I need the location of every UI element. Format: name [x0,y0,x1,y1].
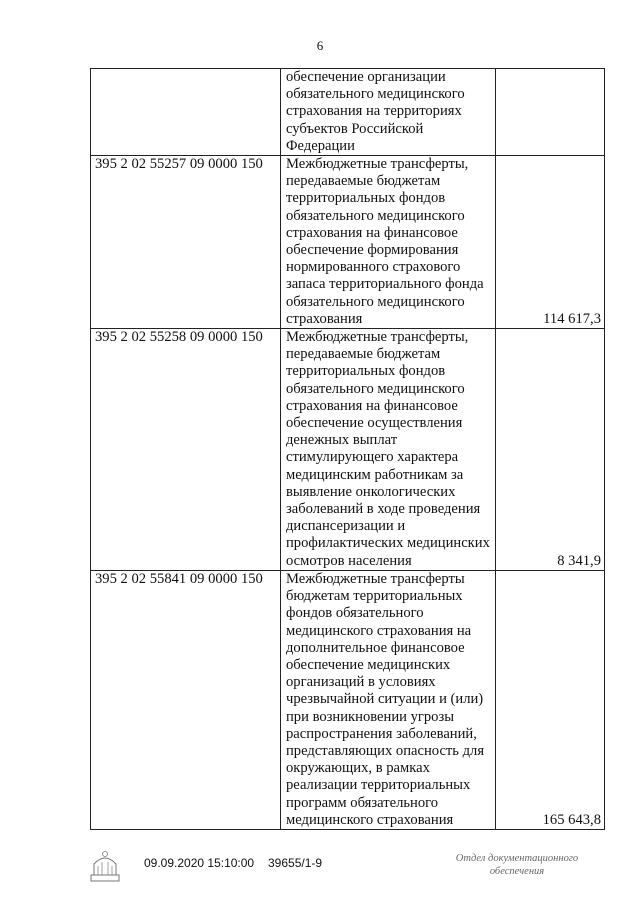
description-line: передаваемые бюджетам [286,173,441,190]
description-line: обеспечение формирования [286,242,459,259]
description-line: страхования [286,310,363,327]
description-line: обязательного медицинского [286,380,465,397]
description-line: денежных выплат [286,432,398,449]
row-description [281,570,496,829]
stamp-line-1: Отдел документационного [455,853,579,864]
description-line: программ обязательного [286,794,439,811]
description-line: осмотров населения [286,552,412,569]
description-line: заболеваний в ходе проведения [286,501,481,518]
row-description [281,156,496,329]
description-line: обеспечение медицинских [286,656,451,673]
description-line: Федерации [286,137,355,154]
description-line: медицинского страхования [286,811,454,828]
description-line: фондов обязательного [286,605,424,622]
page-number: 6 [316,38,324,53]
description-line: обязательного медицинского [286,86,465,103]
description-line: обеспечение осуществления [286,415,463,432]
description-line: субъектов Российской [286,120,424,137]
description-line: обязательного медицинского [286,207,465,224]
description-line: при возникновении угрозы [286,708,455,725]
description-line: Межбюджетные трансферты [286,570,465,587]
description-line: страхования на финансовое [286,224,458,241]
description-line: бюджетам территориальных [286,588,463,605]
description-line: диспансеризации и [286,518,406,535]
stamp-line-2: обеспечения [489,866,545,877]
description-line: страхования на финансовое [286,397,458,414]
description-line: запаса территориального фонда [286,276,484,293]
description-line: Межбюджетные трансферты, [286,156,469,173]
description-line: передаваемые бюджетам [286,346,441,363]
table-body [91,69,605,830]
description-line: Межбюджетные трансферты, [286,329,469,346]
footer-timestamp: 09.09.2020 15:10:00 [144,856,255,870]
row-amount: 114 617,3 [496,156,605,329]
description-line: реализации территориальных [286,777,471,794]
table-row [91,570,605,829]
table-row [91,69,605,156]
row-code: 395 2 02 55258 09 0000 150 [91,329,281,571]
description-line: страхования на территориях [286,103,462,120]
footer-document-number: 39655/1-9 [268,856,323,870]
description-line: обязательного медицинского [286,293,465,310]
description-line: дополнительное финансовое [286,639,465,656]
description-line: организаций в условиях [286,674,436,691]
description-line: медицинским работникам за [286,466,464,483]
description-line: профилактических медицинских [286,535,490,552]
description-line: нормированного страхового [286,259,461,276]
table-row [91,156,605,329]
row-code: 395 2 02 55257 09 0000 150 [91,156,281,329]
description-line: территориальных фондов [286,363,446,380]
budget-table [90,68,605,830]
description-line: окружающих, в рамках [286,760,430,777]
description-line: обеспечение организации [286,69,446,85]
row-amount: 8 341,9 [496,329,605,571]
table-row [91,329,605,571]
row-amount: 165 643,8 [496,570,605,829]
row-amount [496,69,605,156]
page-footer [0,834,640,905]
description-line: представляющих опасность для [286,742,485,759]
description-line: выявление онкологических [286,483,456,500]
row-code: 395 2 02 55841 09 0000 150 [91,570,281,829]
description-line: чрезвычайной ситуации и (или) [286,691,484,708]
department-stamp [442,852,592,878]
description-line: медицинского страхования на [286,622,472,639]
state-emblem-icon [88,848,122,884]
row-description [281,329,496,571]
description-line: стимулирующего характера [286,449,459,466]
description-line: распространения заболеваний, [286,725,477,742]
description-line: территориальных фондов [286,190,446,207]
row-description [281,69,496,156]
row-code [91,69,281,156]
